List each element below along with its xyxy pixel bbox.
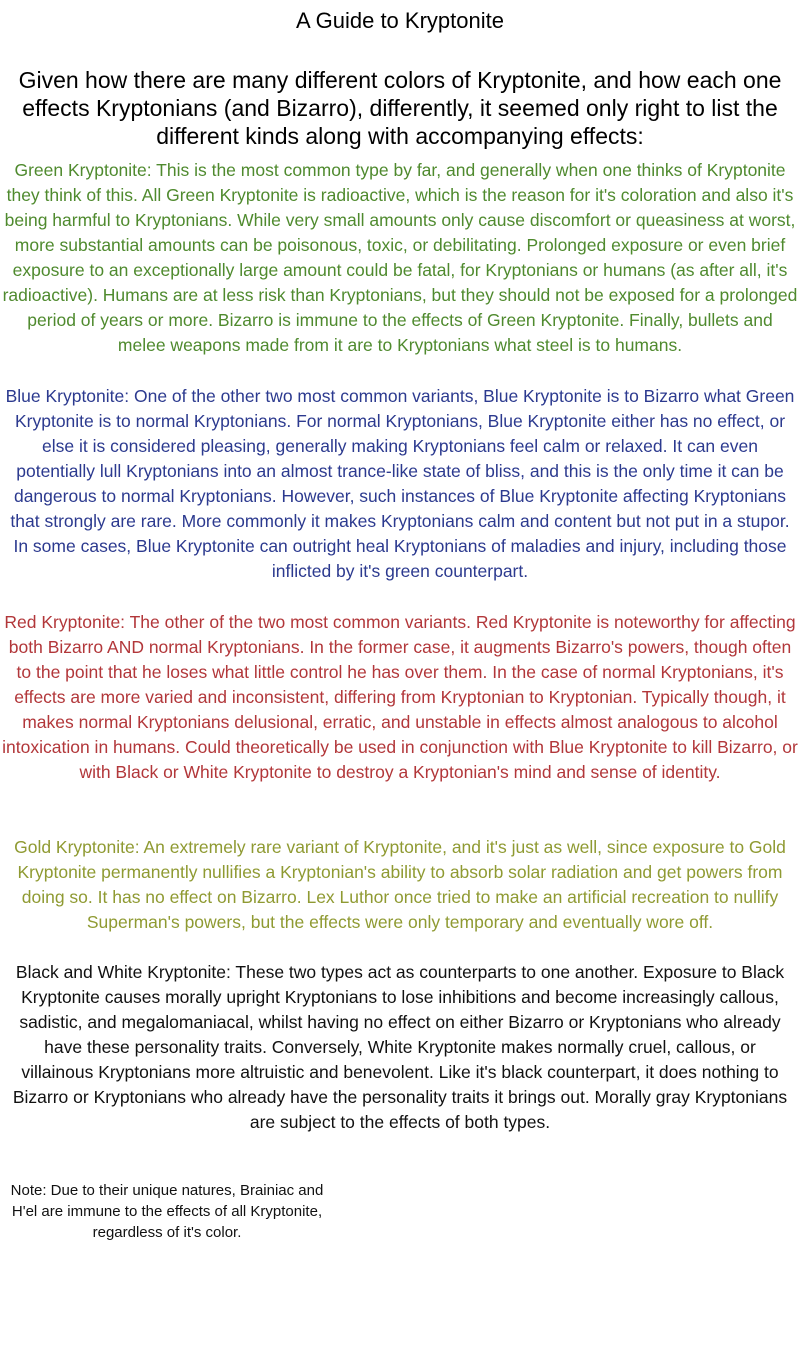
footnote: Note: Due to their unique natures, Brainiac and H'el are immune to the effects of all Kryptonite, regardless of it's color. xyxy=(10,1182,324,1241)
page-title: A Guide to Kryptonite xyxy=(296,8,504,33)
green-kryptonite-paragraph: Green Kryptonite: This is the most common type by far, and generally when one thinks of Kryptonite they think of this. All Green Kryptonite is radioactive, which is the reason for it's coloration and also it's being harmful to Kryptonians. While very small amounts only cause discomfort or queasiness at worst, more substantial amounts can be poisonous, toxic, or debilitating. Prolonged exposure or even brief exposure to an exceptionally large amount could be fatal, for Kryptonians or humans (as after all, it's radioactive). Humans are at less risk than Kryptonians, but they should not be exposed for a prolonged period of years or more. Bizarro is immune to the effects of Green Kryptonite. Finally, bullets and melee weapons made from it are to Kryptonians what steel is to humans. xyxy=(2,160,798,355)
red-kryptonite-paragraph: Red Kryptonite: The other of the two most common variants. Red Kryptonite is noteworthy for affecting both Bizarro AND normal Kryptonians. In the former case, it augments Bizarro's powers, though often to the point that he loses what little control he has over them. In the case of normal Kryptonians, it's effects are more varied and inconsistent, differing from Kryptonian to Kryptonian. Typically though, it makes normal Kryptonians delusional, erratic, and unstable in effects almost analogous to alcohol intoxication in humans. Could theoretically be used in conjunction with Blue Kryptonite to kill Bizarro, or with Black or White Kryptonite to destroy a Kryptonian's mind and sense of identity. xyxy=(2,612,798,782)
blue-kryptonite-paragraph: Blue Kryptonite: One of the other two most common variants, Blue Kryptonite is to Bizarro what Green Kryptonite is to normal Kryptonians. For normal Kryptonians, Blue Kryptonite either has no effect, or else it is considered pleasing, generally making Kryptonians feel calm or relaxed. It can even potentially lull Kryptonians into an almost trance-like state of bliss, and this is the only time it can be dangerous to normal Kryptonians. However, such instances of Blue Kryptonite affecting Kryptonians that strongly are rare. More commonly it makes Kryptonians calm and content but not put in a stupor. In some cases, Blue Kryptonite can outright heal Kryptonians of maladies and injury, including those inflicted by it's green counterpart. xyxy=(5,386,795,581)
black-white-kryptonite-paragraph: Black and White Kryptonite: These two types act as counterparts to one another. Exposure to Black Kryptonite causes morally upright Kryptonians to lose inhibitions and become increasingly callous, sadistic, and megalomaniacal, whilst having no effect on either Bizarro or Kryptonians who already have these personality traits. Conversely, White Kryptonite makes normally cruel, callous, or villainous Kryptonians more altruistic and benevolent. Like it's black counterpart, it does nothing to Bizarro or Kryptonians who already have the personality traits it brings out. Morally gray Kryptonians are subject to the effects of both types. xyxy=(12,962,788,1132)
gold-kryptonite-paragraph: Gold Kryptonite: An extremely rare variant of Kryptonite, and it's just as well, since exposure to Gold Kryptonite permanently nullifies a Kryptonian's ability to absorb solar radiation and get powers from doing so. It has no effect on Bizarro. Lex Luthor once tried to make an artificial recreation to nullify Superman's powers, but the effects were only temporary and eventually wore off. xyxy=(14,837,786,932)
intro-paragraph: Given how there are many different colors of Kryptonite, and how each one effects Kryptonians (and Bizarro), differently, it seemed only right to list the different kinds along with accompanying effects: xyxy=(18,67,782,149)
